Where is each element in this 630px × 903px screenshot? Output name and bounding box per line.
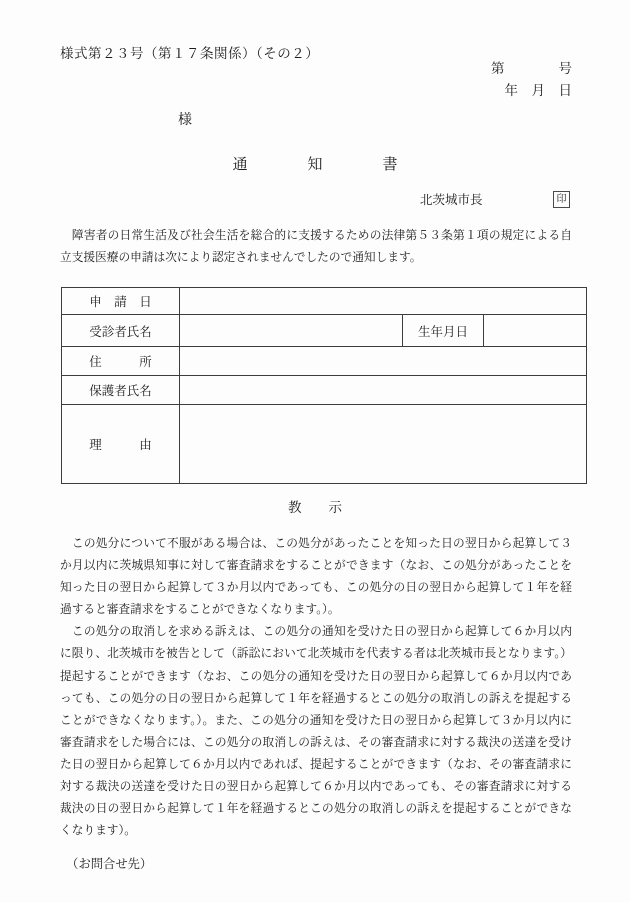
date-line: 年 月 日	[504, 83, 572, 98]
sender-row	[0, 190, 630, 210]
applicant-info-table	[61, 287, 587, 484]
document-title: 通 知 書	[232, 157, 398, 173]
table-row	[62, 315, 587, 347]
instruction-heading: 教 示	[288, 500, 342, 515]
table-label-address: 住 所	[62, 347, 180, 376]
table-label-patient-name: 受診者氏名	[62, 315, 180, 347]
table-value-address	[180, 347, 587, 376]
table-row	[62, 376, 587, 405]
table-label-application-date: 申 請 日	[62, 288, 180, 315]
table-value-application-date	[180, 288, 587, 315]
document-number-line: 第 号	[491, 61, 572, 76]
intro-paragraph: 障害者の日常生活及び社会生活を総合的に支援するための法律第５３条第１項の規定による自立支援医療の申請は次により認定されませんでしたので通知します。	[60, 229, 572, 264]
table-value-guardian-name	[180, 376, 587, 405]
instruction-body	[60, 533, 572, 875]
instruction-paragraph-2: この処分の取消しを求める訴えは、この処分の通知を受けた日の翌日から起算して６か月以内に限り、北茨城市を被告として（訴訟において北茨城市を代表する者は北茨城市長となります。）提起することができます（なお、この処分の通知を受けた日の翌日から起算して６か月以内であっても、この処分の日の翌日から起算して１年を経過するとこの処分の取消しの訴えを提起することができなくなります。）。また、この処分の通知を受けた日の翌日から起算して３か月以内に審査請求をした場合には、この処分の取消しの訴えは、その審査請求に対する裁決の送達を受けた日の翌日から起算して６か月以内であれば、提起することができます（なお、その審査請求に対する裁決の送達を受けた日の翌日から起算して６か月以内であっても、その審査請求に対する裁決の日の翌日から起算して１年を経過するとこの処分の取消しの訴えを提起することができなくなります）。	[60, 625, 572, 838]
table-row	[62, 405, 587, 484]
instruction-paragraph-1: この処分について不服がある場合は、この処分があったことを知った日の翌日から起算して３か月以内に茨城県知事に対して審査請求をすることができます（なお、この処分があったことを知った日の翌日から起算して３か月以内であっても、この処分の日の翌日から起算して１年を経過すると審査請求をすることができなくなります。）。	[60, 537, 572, 617]
addressee-honorific: 様	[178, 113, 192, 128]
table-row	[62, 347, 587, 376]
sender-name: 北茨城市長	[420, 193, 483, 207]
table-row	[62, 288, 587, 315]
form-number: 様式第２３号（第１７条関係）（その２）	[60, 46, 320, 61]
table-label-reason: 理 由	[62, 405, 180, 484]
seal-placeholder: 印	[553, 191, 570, 208]
table-value-patient-name	[180, 315, 403, 347]
contact-label: （お問合せ先）	[60, 857, 153, 872]
doc-meta	[491, 58, 572, 102]
table-label-birth-date: 生年月日	[403, 315, 484, 347]
table-value-birth-date	[484, 315, 587, 347]
table-label-guardian-name: 保護者氏名	[62, 376, 180, 405]
table-value-reason	[180, 405, 587, 484]
